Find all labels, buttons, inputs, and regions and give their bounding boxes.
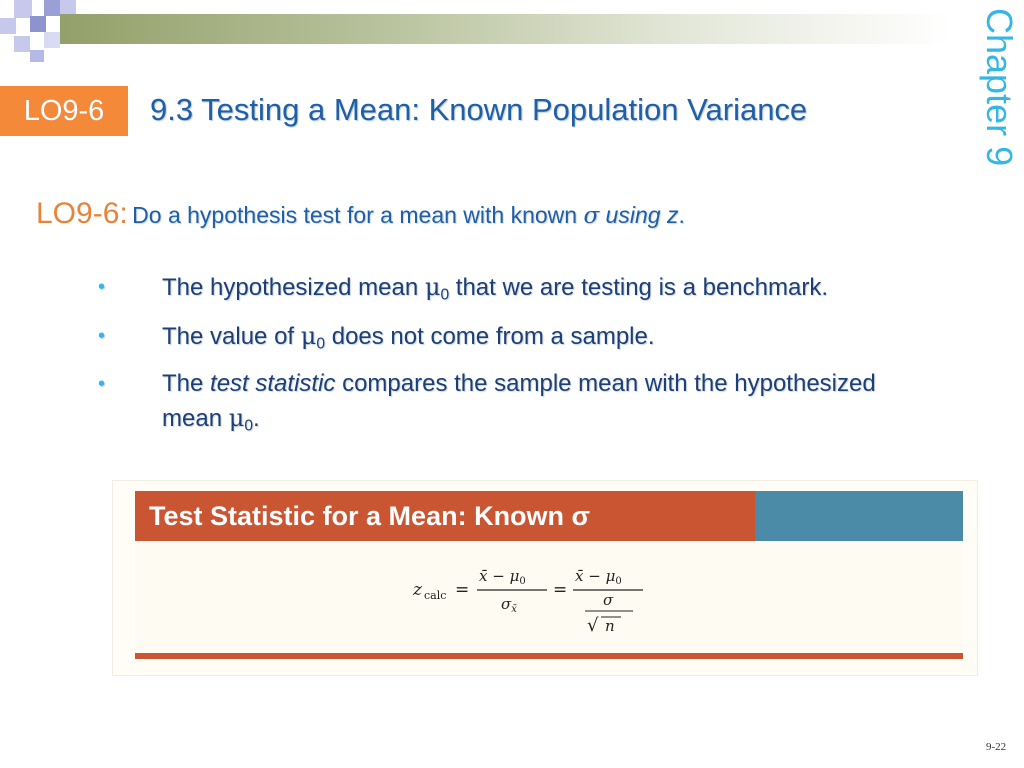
svg-text:n: n [605, 617, 615, 635]
slide-title: 9.3 Testing a Mean: Known Population Variance [150, 92, 808, 127]
fraction-2 [573, 567, 643, 636]
learning-objective [36, 197, 685, 231]
formula-eq-1: = [455, 580, 470, 600]
bullet-item: • The test statistic compares the sample mean with the hypothesized mean $\mu_0$. [98, 367, 968, 444]
figure-accent-bar [755, 491, 963, 541]
learning-objective-badge: LO9-6 [0, 86, 128, 136]
fraction-1 [477, 567, 547, 615]
test-statistic-formula [411, 561, 651, 641]
svg-text:x̄ − μ0: x̄ − $\mu_0$ [575, 567, 622, 587]
chapter-label: Chapter 9 [979, 8, 1020, 167]
objective-text: Do a hypothesis test for a mean with known σ using z. [132, 202, 685, 229]
bullet-item: • The value of $\mu_0$ does not come from a sample. [98, 319, 968, 362]
formula-eq-2: = [553, 580, 568, 600]
header-gradient-bar [60, 14, 950, 44]
figure-bottom-rule [135, 653, 963, 659]
svg-text:σx̄: $\sigma_{x̄}$ [501, 595, 517, 615]
bullet-list [98, 270, 968, 450]
formula-lhs: z [413, 580, 422, 600]
svg-text:x̄ − μ0: x̄ − $\mu_0$ [479, 567, 526, 587]
bullet-icon: • [98, 276, 106, 298]
formula-lhs-sub: calc [424, 589, 447, 602]
bullet-item: • The hypothesized mean $\mu_0$ that we are testing is a benchmark. [98, 270, 968, 313]
figure-title: Test Statistic for a Mean: Known σ [135, 491, 755, 541]
bullet-icon: • [98, 373, 106, 396]
formula-figure [112, 480, 978, 676]
svg-text:√: √ [587, 615, 599, 636]
svg-text:σ: σ [603, 591, 614, 609]
bullet-icon: • [98, 324, 106, 347]
page-number: 9-22 [986, 741, 1007, 753]
objective-code: LO9-6: [36, 197, 128, 230]
